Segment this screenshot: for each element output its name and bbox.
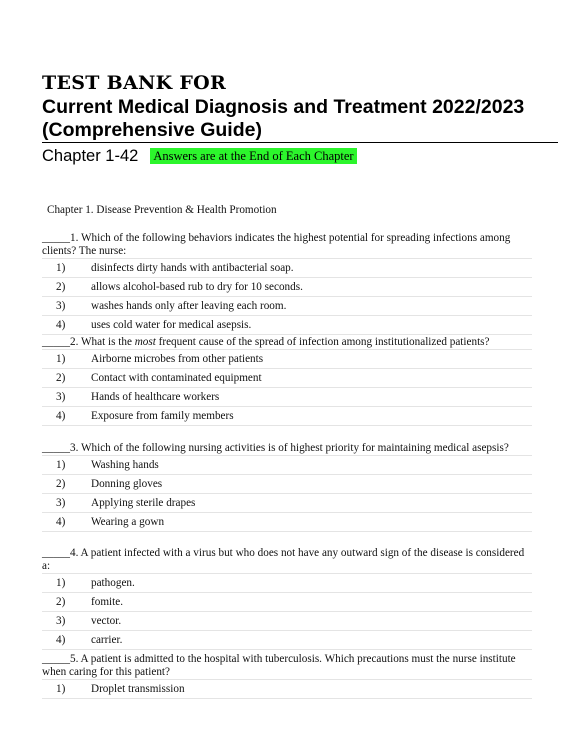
test-bank-heading: TEST BANK FOR [42, 72, 227, 94]
option-row [42, 316, 532, 335]
question-stem: _____5. A patient is admitted to the hospital with tuberculosis. Which precautions must the nurse institute when caring for this patient? [42, 653, 516, 678]
stem-text: frequent cause of the spread of infection among institutionalized patients? [155, 336, 490, 348]
option-number: 3) [56, 300, 66, 312]
option-text: uses cold water for medical asepsis. [91, 319, 252, 331]
option-row [42, 407, 532, 426]
option-number: 1) [56, 577, 66, 589]
option-row [42, 631, 532, 650]
option-number: 4) [56, 410, 66, 422]
question-stem: _____1. Which of the following behaviors indicates the highest potential for spreading infections among clients? The nurse: [42, 232, 511, 257]
option-row [42, 679, 532, 699]
option-row [42, 513, 532, 532]
option-number: 1) [56, 353, 66, 365]
option-number: 4) [56, 634, 66, 646]
option-text: Washing hands [91, 459, 159, 471]
option-row [42, 278, 532, 297]
option-number: 2) [56, 596, 66, 608]
option-text: allows alcohol-based rub to dry for 10 seconds. [91, 281, 303, 293]
option-number: 2) [56, 478, 66, 490]
option-text: Hands of healthcare workers [91, 391, 220, 403]
option-number: 2) [56, 372, 66, 384]
option-text: Contact with contaminated equipment [91, 372, 262, 384]
option-row [42, 573, 532, 593]
answer-note-highlight: Answers are at the End of Each Chapter [150, 148, 356, 164]
option-row [42, 258, 532, 278]
option-text: Exposure from family members [91, 410, 234, 422]
question-1 [42, 232, 532, 335]
option-text: Applying sterile drapes [91, 497, 196, 509]
chapter-line [42, 145, 357, 167]
option-text: Wearing a gown [91, 516, 165, 528]
option-number: 3) [56, 615, 66, 627]
option-number: 3) [56, 391, 66, 403]
option-row [42, 349, 532, 369]
option-row [42, 388, 532, 407]
option-text: Donning gloves [91, 478, 163, 490]
option-number: 4) [56, 319, 66, 331]
option-number: 2) [56, 281, 66, 293]
section-heading: Chapter 1. Disease Prevention & Health Promotion [47, 204, 277, 216]
option-row [42, 455, 532, 475]
title-divider [42, 142, 558, 143]
option-text: fomite. [91, 596, 124, 608]
option-number: 3) [56, 497, 66, 509]
question-stem: _____4. A patient infected with a virus but who does not have any outward sign of the disease is considered a: [42, 547, 525, 572]
question-3 [42, 442, 532, 532]
question-4 [42, 547, 532, 650]
option-row [42, 612, 532, 631]
stem-emphasis: most [134, 336, 156, 348]
chapter-range: Chapter 1-42 [42, 146, 139, 165]
option-number: 1) [56, 262, 66, 274]
book-title: Current Medical Diagnosis and Treatment 2022/2023 (Comprehensive Guide) [42, 96, 525, 141]
option-number: 1) [56, 683, 66, 695]
option-text: vector. [91, 615, 122, 627]
option-text: Droplet transmission [91, 683, 185, 695]
option-row [42, 297, 532, 316]
stem-text: _____2. What is the [42, 336, 135, 348]
option-row [42, 475, 532, 494]
question-stem: _____3. Which of the following nursing activities is of highest priority for maintaining medical asepsis? [42, 442, 509, 454]
option-text: Airborne microbes from other patients [91, 353, 264, 365]
question-stem [42, 336, 532, 349]
option-number: 4) [56, 516, 66, 528]
option-number: 1) [56, 459, 66, 471]
option-row [42, 593, 532, 612]
option-text: pathogen. [91, 577, 135, 589]
option-text: disinfects dirty hands with antibacterial soap. [91, 262, 294, 274]
option-row [42, 494, 532, 513]
question-2 [42, 336, 532, 426]
option-text: carrier. [91, 634, 123, 646]
question-5 [42, 653, 532, 699]
option-text: washes hands only after leaving each room. [91, 300, 287, 312]
option-row [42, 369, 532, 388]
